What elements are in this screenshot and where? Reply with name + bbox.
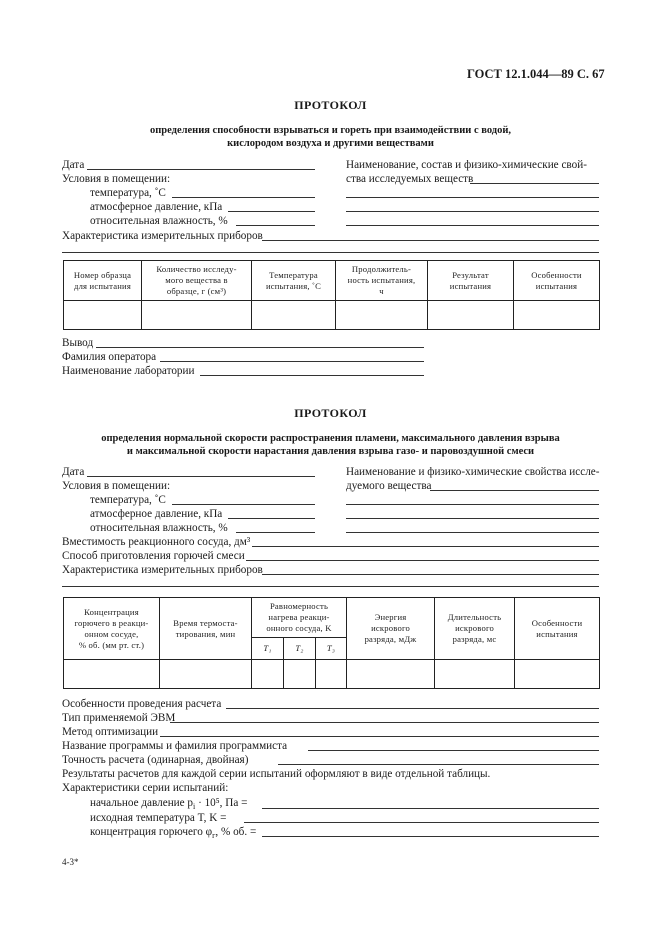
p2-table-header-row [64,598,600,638]
p1-col-features: Особенности испытания [514,261,600,301]
p2-series-label: Характеристики серии испытаний: [62,782,229,794]
protocol2-subtitle-1: определения нормальной скорости распространения пламени, максимального давления взрыва [101,433,560,444]
p2-preparation-field[interactable] [246,560,599,561]
p2-conditions-label: Условия в помещении: [62,480,171,492]
p1-humidity-field[interactable] [236,225,315,226]
table-cell[interactable] [347,660,435,689]
p2-humidity-field[interactable] [236,532,315,533]
p1-instruments-field-2[interactable] [62,252,599,253]
p2-initial-temp-label: исходная температура T, K = [90,812,227,824]
p2-date-label: Дата [62,466,85,478]
p2-computer-label: Тип применяемой ЭВМ [62,712,176,724]
table-cell[interactable] [252,660,284,689]
p2-temperature-field[interactable] [172,504,315,505]
p2-initial-pressure-label: начальное давление $p_i \cdot 10^5$, Па = [90,797,248,812]
p2-calc-features-label: Особенности проведения расчета [62,698,222,710]
p1-conclusion-field[interactable] [96,347,424,348]
p2-col-features: Особенности испытания [515,598,600,660]
p1-substance-field-2[interactable] [346,197,599,198]
p2-temperature-label: температура, ˚С [90,494,166,506]
protocol1-subtitle-1: определения способности взрываться и гореть при взаимодействии с водой, [149,125,512,136]
p2-col-thermostat-time: Время термоста- тирования, мин [160,598,252,660]
p2-preparation-label: Способ приготовления горючей смеси [62,550,245,562]
p1-temperature-label: температура, ˚С [90,187,166,199]
page-mark: 4-3* [62,857,79,867]
p1-humidity-label: относительная влажность, % [90,215,228,227]
protocol2-subtitle-2: и максимальной скорости нарастания давления взрыва газо- и паровоздушной смеси [126,446,535,457]
table-cell[interactable] [514,301,600,330]
p2-calc-features-field[interactable] [226,708,599,709]
p1-substance-field-3[interactable] [346,211,599,212]
table-cell[interactable] [515,660,600,689]
p2-program-field[interactable] [308,750,599,751]
table-cell[interactable] [336,301,428,330]
p1-results-table [63,260,600,330]
protocol1-subtitle-2: кислородом воздуха и другими веществами [227,138,434,149]
p1-col-temperature: Температура испытания, ˚С [252,261,336,301]
table-cell[interactable] [160,660,252,689]
p2-substance-field-3[interactable] [346,518,599,519]
p2-substance-field-1[interactable] [430,490,599,491]
p2-col-t2: T₂ [284,638,316,660]
p2-col-concentration: Концентрация горючего в реакци- онном сосуде, % об. (мм рт. ст.) [64,598,160,660]
p2-substance-field-4[interactable] [346,532,599,533]
p1-substance-label-1: Наименование, состав и физико-химические свой- [346,159,587,171]
protocol1-title: ПРОТОКОЛ [294,98,367,112]
p2-initial-temp-field[interactable] [244,822,599,823]
p2-precision-field[interactable] [278,764,599,765]
p1-date-field[interactable] [87,169,315,170]
p1-col-duration: Продолжитель- ность испытания, ч [336,261,428,301]
table-cell[interactable] [428,301,514,330]
p1-operator-field[interactable] [160,361,424,362]
p2-optimization-field[interactable] [160,736,599,737]
p2-precision-label: Точность расчета (одинарная, двойная) [62,754,249,766]
p1-temperature-field[interactable] [172,197,315,198]
document-code: ГОСТ 12.1.044—89 С. 67 [467,67,605,81]
p1-instruments-label: Характеристика измерительных приборов [62,230,263,242]
p1-col-sample-number: Номер образца для испытания [64,261,142,301]
p1-col-result: Результат испытания [428,261,514,301]
p2-program-label: Название программы и фамилия программиста [62,740,288,752]
p2-instruments-label: Характеристика измерительных приборов [62,564,263,576]
p2-fuel-conc-field[interactable] [262,836,599,837]
p2-pressure-label: атмосферное давление, кПа [90,508,223,520]
p2-substance-label-1: Наименование и физико-химические свойства иссле- [346,466,600,478]
table-cell[interactable] [252,301,336,330]
p2-results-table [63,597,600,689]
p2-initial-pressure-field[interactable] [262,808,599,809]
p2-date-field[interactable] [87,476,315,477]
p2-results-note: Результаты расчетов для каждой серии испытаний оформляют в виде отдельной таблицы. [62,768,491,780]
table-cell[interactable] [64,660,160,689]
p2-fuel-conc-label: концентрация горючего $\varphi_г$, % об. = [90,826,257,841]
p2-computer-field[interactable] [170,722,599,723]
table-row [64,301,600,330]
p2-col-t3: T₃ [316,638,347,660]
p2-optimization-label: Метод оптимизации [62,726,159,738]
p1-conclusion-label: Вывод [62,337,94,349]
p1-date-label: Дата [62,159,85,171]
p1-lab-field[interactable] [200,375,424,376]
p1-conditions-label: Условия в помещении: [62,173,171,185]
p1-substance-field-1[interactable] [470,183,599,184]
table-cell[interactable] [284,660,316,689]
p2-col-uniformity: Равномерность нагрева реакци- онного сосуда, K [252,598,347,638]
table-cell[interactable] [64,301,142,330]
table-row [64,660,600,689]
p1-substance-field-4[interactable] [346,225,599,226]
p2-substance-label-2: дуемого вещества [346,480,432,492]
p2-volume-label: Вместимость реакционного сосуда, дм³ [62,536,251,548]
p1-pressure-label: атмосферное давление, кПа [90,201,223,213]
p1-substance-label-2: ства исследуемых веществ [346,173,474,185]
p2-volume-field[interactable] [252,546,599,547]
p2-instruments-field-1[interactable] [262,574,599,575]
table-cell[interactable] [316,660,347,689]
table-cell[interactable] [142,301,252,330]
protocol2-title: ПРОТОКОЛ [294,406,367,420]
p1-pressure-field[interactable] [228,211,315,212]
table-cell[interactable] [435,660,515,689]
p2-col-spark-duration: Длительность искрового разряда, мс [435,598,515,660]
p2-pressure-field[interactable] [228,518,315,519]
p2-substance-field-2[interactable] [346,504,599,505]
p2-col-spark-energy: Энергия искрового разряда, мДж [347,598,435,660]
p2-instruments-field-2[interactable] [62,586,599,587]
p2-humidity-label: относительная влажность, % [90,522,228,534]
p1-instruments-field-1[interactable] [262,240,599,241]
p1-table-header-row [64,261,600,301]
p1-col-quantity: Количество исследу- мого вещества в образце, г (см³) [142,261,252,301]
p2-col-t1: T₁ [252,638,284,660]
p1-operator-label: Фамилия оператора [62,351,157,363]
p1-lab-label: Наименование лаборатории [62,365,195,377]
